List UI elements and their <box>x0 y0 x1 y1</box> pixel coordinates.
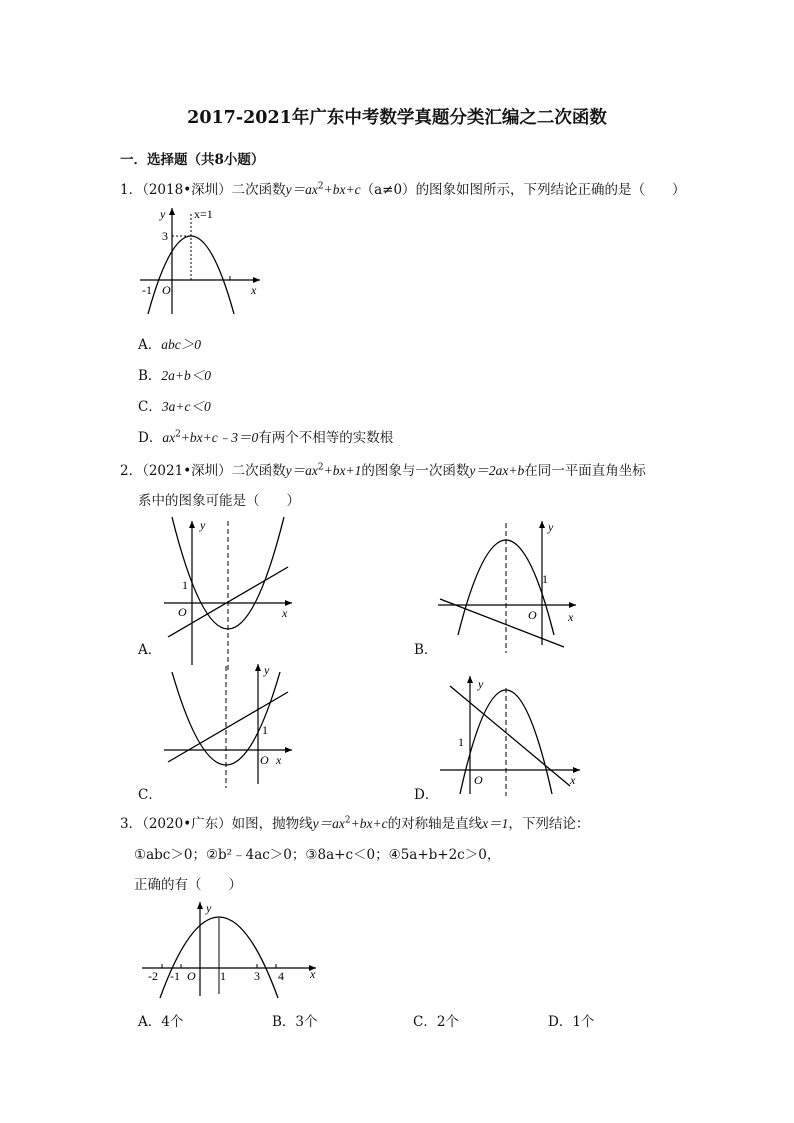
q3-tick-m1: -1 <box>170 969 180 983</box>
q1-text-a: 二次函数 <box>231 182 286 198</box>
q2-option-b[interactable]: B． <box>414 642 438 658</box>
q1-cond: （a≠0） <box>360 182 416 198</box>
q3-tick-1: 1 <box>220 969 226 983</box>
q3-number: 3． <box>120 816 143 832</box>
q2-source: （2021•深圳） <box>142 463 232 479</box>
q1-x-label: x <box>251 283 257 297</box>
q3-axis: x＝1 <box>482 816 509 831</box>
q3-y-label: y <box>206 901 212 915</box>
q3-origin: O <box>187 969 196 983</box>
q1-option-d-expr2: +bx+c﹣3＝0 <box>180 430 259 445</box>
q1-option-d-expr: ax <box>162 430 176 445</box>
q2-option-a[interactable]: A． <box>138 642 162 658</box>
question-3-stem: 3．（2020•广东）如图，抛物线$y=ax^2+bx+c$的对称轴是直线x＝1，下列结论： <box>120 815 590 832</box>
q2b-x: x <box>568 610 574 624</box>
q3-func-tail: +bx+c <box>350 816 388 831</box>
q3-x-label: x <box>310 967 316 981</box>
q1-option-c-letter: C． <box>138 399 162 415</box>
q1-option-a-letter: A． <box>138 337 162 353</box>
q1-origin: O <box>162 283 171 297</box>
q2b-one: 1 <box>542 572 548 586</box>
q2d-y: y <box>478 677 484 691</box>
q3-option-a[interactable]: A．4个 <box>138 1014 184 1030</box>
q1-option-d[interactable]: D．$ax^2+bx+c﹣3=0$有两个不相等的实数根 <box>138 429 394 446</box>
q2-option-d[interactable]: D． <box>414 787 439 803</box>
q2b-y: y <box>548 520 554 534</box>
q1-axis-label: x=1 <box>194 207 213 221</box>
q2d-line <box>450 686 570 786</box>
q2c-line <box>168 692 288 762</box>
q2a-origin: O <box>178 605 187 619</box>
q3-option-c[interactable]: C．2个 <box>413 1014 459 1030</box>
q1-option-b[interactable] <box>138 364 211 384</box>
question-2-stem: 2．（2021•深圳）二次函数$y=ax^2+bx+1$的图象与一次函数y＝2ax+b在同一平面直角坐标 <box>120 462 646 479</box>
q2a-one: 1 <box>182 578 188 592</box>
q1-option-d-tail: 有两个不相等的实数根 <box>258 430 394 446</box>
q1-option-a[interactable] <box>138 333 201 353</box>
q2-option-c[interactable]: C． <box>138 787 162 803</box>
q2-graph-d[interactable] <box>436 668 586 798</box>
q1-func: y＝ax <box>285 182 318 197</box>
q3-option-d[interactable]: D．1个 <box>548 1014 595 1030</box>
q1-option-d-letter: D． <box>138 430 163 446</box>
q2-func-tail: +bx+1 <box>323 463 362 478</box>
q2-func: y＝ax <box>285 463 318 478</box>
q3-source: （2020•广东） <box>142 816 232 832</box>
section-heading: 一．选择题（共8小题） <box>120 152 265 168</box>
q3-parabola-figure <box>138 900 328 1000</box>
q2d-origin: O <box>474 773 483 787</box>
q3-tick-4: 4 <box>278 969 284 983</box>
q2-text-b: 的图象与一次函数 <box>361 463 470 479</box>
q2d-one: 1 <box>458 735 464 749</box>
q2c-y: y <box>264 663 270 677</box>
page-title: 2017-2021年广东中考数学真题分类汇编之二次函数 <box>187 108 607 128</box>
q1-y-value: 3 <box>162 229 168 243</box>
q1-option-c-expr: 3a+c＜0 <box>161 399 211 414</box>
q2c-one: 1 <box>262 723 268 737</box>
q3-func: y＝ax <box>312 816 345 831</box>
q2a-y: y <box>200 518 206 532</box>
q3-tick-m2: -2 <box>148 969 158 983</box>
q1-y-arrow <box>169 208 175 215</box>
q1-parabola-figure <box>138 204 268 316</box>
q2b-origin: O <box>528 608 537 622</box>
q1-x-neg: -1 <box>142 283 152 297</box>
q1-option-c[interactable] <box>138 395 211 415</box>
q2-graph-b[interactable] <box>436 515 586 655</box>
q3-text-c: ，下列结论： <box>508 816 590 832</box>
q1-y-label: y <box>160 207 166 221</box>
question-1-stem: 1．（2018•深圳）二次函数$y=ax^2+bx+c(a\ne 0)$的图象如图所示，下列结论正确的是（ ） <box>120 181 686 198</box>
q1-text-b: 的图象如图所示，下列结论正确的是（ ） <box>415 182 686 198</box>
q1-func-tail: +bx+c <box>323 182 361 197</box>
q3-text-a: 如图，抛物线 <box>231 816 313 832</box>
q3-tick-3: 3 <box>254 969 260 983</box>
q1-option-a-expr: abc＞0 <box>161 337 201 352</box>
q2-text-a: 二次函数 <box>231 463 286 479</box>
q2c-x: x <box>276 753 282 767</box>
q2c-origin: O <box>260 753 269 767</box>
q3-conclusions: ①abc＞0；②b²﹣4ac＞0；③8a+c＜0；④5a+b+2c＞0， <box>134 847 501 863</box>
q2-graph-c[interactable] <box>160 660 310 790</box>
q2a-x: x <box>282 606 288 620</box>
q1-option-b-expr: 2a+b＜0 <box>161 368 212 383</box>
q2d-x: x <box>570 773 576 787</box>
q1-source: （2018•深圳） <box>142 182 232 198</box>
q2-func-linear: y＝2ax+b <box>469 463 525 478</box>
q2-text-c: 在同一平面直角坐标 <box>524 463 646 479</box>
q1-option-b-letter: B． <box>138 368 162 384</box>
q3-text-b: 的对称轴是直线 <box>387 816 483 832</box>
q2-graph-a[interactable] <box>160 515 310 675</box>
q3-ask: 正确的有（ ） <box>134 877 242 893</box>
q2-stem-line2: 系中的图象可能是（ ） <box>138 493 300 509</box>
q3-option-b[interactable]: B．3个 <box>272 1014 318 1030</box>
q1-number: 1． <box>120 182 143 198</box>
q2-number: 2． <box>120 463 143 479</box>
